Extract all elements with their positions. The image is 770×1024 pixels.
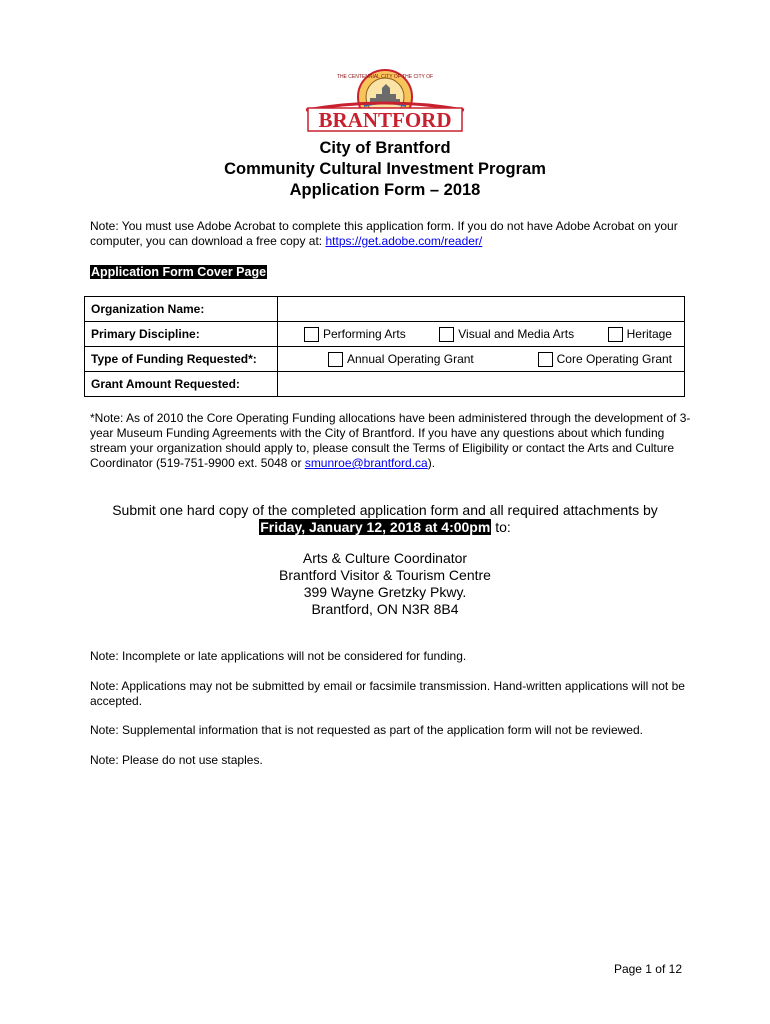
- funding-annual-operating[interactable]: [328, 352, 474, 367]
- checkbox-performing-arts[interactable]: [304, 327, 319, 342]
- title-line-2: Community Cultural Investment Program: [224, 160, 546, 178]
- grant-amount-field[interactable]: [278, 372, 685, 397]
- discipline-performing-arts[interactable]: [304, 327, 406, 342]
- discipline-label: Primary Discipline:: [85, 322, 278, 347]
- core-funding-note: [90, 411, 700, 471]
- adobe-reader-link[interactable]: https://get.adobe.com/reader/: [325, 234, 483, 248]
- acrobat-note-text: Note: You must use Adobe Acrobat to complete this application form. If you do not have Adobe Acrobat on your computer, you can download a free copy at:: [90, 219, 678, 248]
- note-staples: Note: Please do not use staples.: [90, 753, 263, 767]
- address-line-1: Arts & Culture Coordinator: [302, 550, 468, 566]
- address-line-2: Brantford Visitor & Tourism Centre: [279, 567, 491, 583]
- annual-operating-label: Annual Operating Grant: [347, 352, 474, 366]
- submit-to: to:: [491, 519, 511, 535]
- submit-deadline: Friday, January 12, 2018 at 4:00pm: [260, 519, 491, 535]
- cover-form-table: [84, 296, 685, 397]
- funding-row: [85, 347, 685, 372]
- address-line-4: Brantford, ON N3R 8B4: [311, 601, 459, 617]
- checkbox-visual-media-arts[interactable]: [439, 327, 454, 342]
- address-line-3: 399 Wayne Gretzky Pkwy.: [303, 584, 467, 600]
- title-line-3: Application Form – 2018: [289, 181, 481, 199]
- checkbox-annual-operating[interactable]: [328, 352, 343, 367]
- funding-core-operating[interactable]: [538, 352, 672, 367]
- core-funding-note-suffix: ).: [427, 456, 436, 470]
- amount-row: [85, 372, 685, 397]
- cover-page-heading: [90, 264, 267, 280]
- heritage-label: Heritage: [626, 327, 672, 341]
- discipline-row: [85, 322, 685, 347]
- core-funding-note-text: *Note: As of 2010 the Core Operating Funding allocations have been administered through the development of 3-year Museum Funding Agreements with the City of Brantford. If you have any questions about which funding stream your organization should apply to, please consult the Terms of Eligibility or contact the Arts and Culture Coordinator (519-751-9900 ext. 5048 or: [90, 411, 691, 470]
- coordinator-email-link[interactable]: smunroe@brantford.ca: [304, 456, 428, 470]
- checkbox-heritage[interactable]: [608, 327, 623, 342]
- submit-deadline-line: [0, 519, 770, 536]
- submit-instruction: Submit one hard copy of the completed application form and all required attachments by: [112, 502, 658, 518]
- visual-media-arts-label: Visual and Media Arts: [458, 327, 575, 341]
- org-label: Organization Name:: [85, 297, 278, 322]
- checkbox-core-operating[interactable]: [538, 352, 553, 367]
- amount-label: Grant Amount Requested:: [85, 372, 278, 397]
- cover-page-heading-text: Application Form Cover Page: [91, 265, 267, 279]
- org-row: [85, 297, 685, 322]
- funding-label: Type of Funding Requested*:: [85, 347, 278, 372]
- performing-arts-label: Performing Arts: [323, 327, 406, 341]
- note-supplemental: Note: Supplemental information that is not requested as part of the application form will not be reviewed.: [90, 723, 643, 737]
- discipline-visual-media-arts[interactable]: [439, 327, 574, 342]
- note-email-fax: Note: Applications may not be submitted by email or facsimile transmission. Hand-written applications will not be accepted.: [90, 679, 685, 708]
- acrobat-note: [90, 219, 700, 249]
- discipline-options: [278, 322, 685, 347]
- discipline-heritage[interactable]: [608, 327, 672, 342]
- brantford-logo: [300, 66, 470, 134]
- note-incomplete: Note: Incomplete or late applications will not be considered for funding.: [90, 649, 467, 663]
- logo-ring-text: THE CENTENNIAL CITY OF THE CITY OF: [336, 74, 434, 80]
- logo-wordmark: BRANTFORD: [318, 108, 452, 132]
- funding-options: [278, 347, 685, 372]
- core-operating-label: Core Operating Grant: [556, 352, 672, 366]
- page-number: Page 1 of 12: [613, 962, 682, 976]
- title-line-1: City of Brantford: [319, 139, 451, 157]
- org-name-field[interactable]: [278, 297, 685, 322]
